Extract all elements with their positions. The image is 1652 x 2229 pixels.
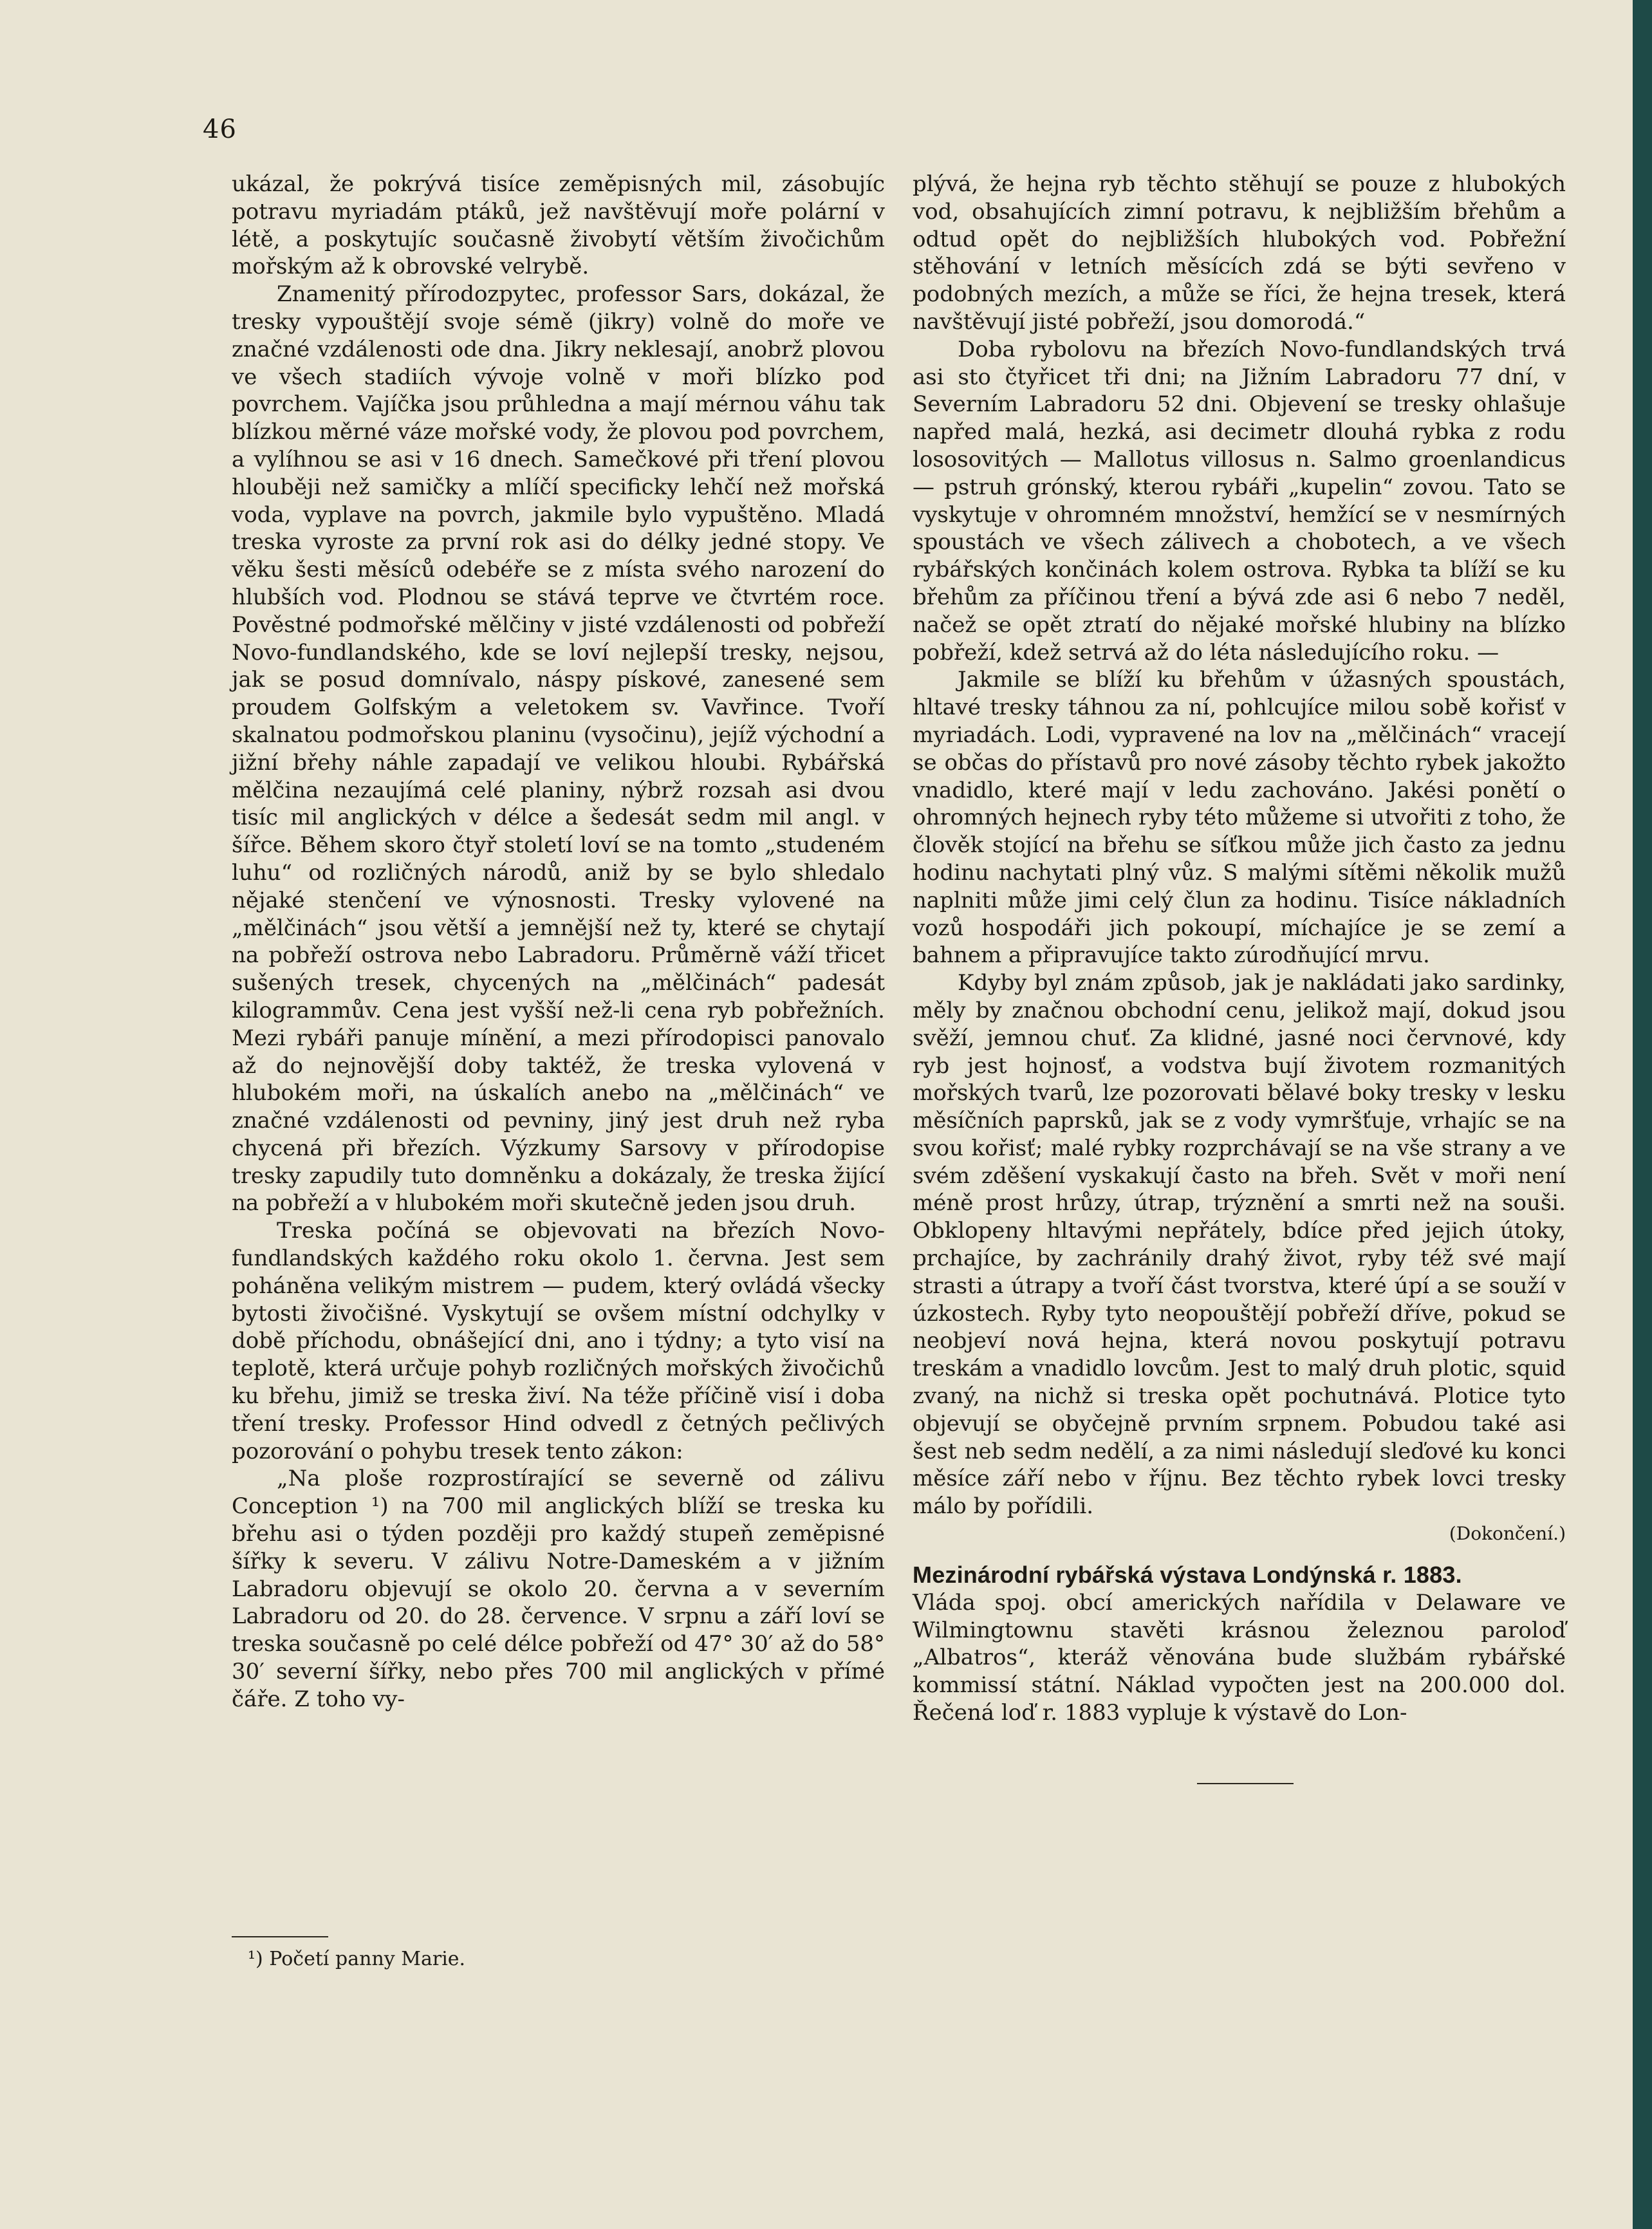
page-edge-band — [1633, 0, 1652, 2229]
paragraph: Doba rybolovu na březích Novo-fundlandských trvá asi sto čtyřicet tři dni; na Jižním Labradoru 77 dní, v Severním Labradoru 52 dni. Objevení se tresky ohlašuje napřed malá, hezká, asi decimetr dlouhá rybka z rodu lososovitých — Mallotus villosus n. Salmo groenlandicus — pstruh grónský, kterou rybáři „kupelin“ zovou. Tato se vyskytuje v ohromném množství, hemžící se v nesmírných spoustách ve všech zálivech a chobotech, a ve všech rybářských končinách kolem ostrova. Rybka ta blíží se ku břehům za příčinou tření a bývá zde asi 6 nebo 7 neděl, načež se opět ztratí do nějaké mořské hlubiny na blízko pobřeží, kdež setrvá až do léta následujícího roku. — — [913, 336, 1566, 666]
section-divider — [1197, 1783, 1294, 1784]
paragraph: ukázal, že pokrývá tisíce zeměpisných mil, zásobujíc potravu myriadám ptáků, jež navštěvují moře polární v létě, a poskytujíc současně živobytí větším živočichům mořským až k obrovské velrybě. — [232, 171, 885, 280]
paragraph: plývá, že hejna ryb těchto stěhují se pouze z hlubokých vod, obsahujících zimní potravu, k nejbližším břehům a odtud opět do nejbližších hlubokých vod. Pobřežní stěhování v letních měsících zdá se býti sevřeno v podobných mezích, a může se říci, že hejna tresek, která navštěvují jisté pobřeží, jsou domorodá.“ — [913, 171, 1566, 335]
section-heading: Mezinárodní rybářská výstava Londýnská r. 1883. — [913, 1562, 1462, 1589]
paragraph: Treska počíná se objevovati na březích Novo-fundlandských každého roku okolo 1. června. Jest sem poháněna velikým mistrem — pudem, který ovládá všecky bytosti živočišné. Vyskytují se ovšem místní odchylky v době příchodu, obnášející dni, ano i týdny; a tyto visí na teplotě, která určuje pohyb rozličných mořských živočichů ku břehu, jimiž se treska živí. Na téže příčině visí i doba tření tresky. Professor Hind odvedl z četných pečlivých pozorování o pohybu tresek tento zákon: — [232, 1218, 885, 1464]
paragraph: Kdyby byl znám způsob, jak je nakládati jako sardinky, měly by značnou obchodní cenu, jelikož mají, dokud jsou svěží, jemnou chuť. Za klidné, jasné noci červnové, kdy ryb jest hojnosť, a vodstva bují životem rozmanitých mořských tvarů, lze pozorovati bělavé boky tresky v lesku měsíčních paprsků, jak se z vody vymršťuje, vrhajíc se na svou kořisť; malé rybky rozprchávají se na vše strany a ve svém zděšení vyskakují často na břeh. Svět v moři není méně prost hrůzy, útrap, trýznění a smrti než na souši. Obklopeny hltavými nepřátely, bdíce před jejich útoky, prchajíce, by zachránily drahý život, ryby též své mají strasti a útrapy a tvoří část tvorstva, které úpí a se souží v úzkostech. Ryby tyto neopouštějí pobřeží dříve, pokud se neobjeví nová hejna, která novou poskytují potravu treskám a vnadidlo lovcům. Jest to malý druh plotic, squid zvaný, na nichž si treska opět pochutnává. Plotice tyto objevují se obyčejně prvním srpnem. Pobudou také asi šest neb sedm nedělí, a za nimi následují sleďové ku konci měsíce září nebo v říjnu. Bez těchto rybek lovci tresky málo by pořídili. — [913, 970, 1566, 1520]
footnote: ¹) Početí panny Marie. — [248, 1948, 466, 1970]
paragraph: Znamenitý přírodozpytec, professor Sars, dokázal, že tresky vypouštějí svoje sémě (jikry) volně do moře ve značné vzdálenosti ode dna. Jikry neklesají, anobrž plovou ve všech stadiích vývoje volně v moři blízko pod povrchem. Vajíčka jsou průhledna a mají mérnou váhu tak blízkou měrné váze mořské vody, že plovou pod povrchem, a vylíhnou se asi v 16 dnech. Samečkové při tření plovou hlouběji než samičky a mlíčí specificky lehčí než mořská voda, vyplave na povrch, jakmile bylo vypuštěno. Mladá treska vyroste za první rok asi do délky jedné stopy. Ve věku šesti měsíců odebéře se z místa svého narození do hlubších vod. Plodnou se stává teprve ve čtvrtém roce. Pověstné podmořské mělčiny v jisté vzdálenosti od pobřeží Novo-fundlandského, kde se loví nejlepší tresky, nejsou, jak se posud domnívalo, náspy pískové, zanesené sem proudem Golfským a veletokem sv. Vavřince. Tvoří skalnatou podmořskou planinu (vysočinu), jejíž východní a jižní břehy náhle zapadají ve velikou hloubi. Rybářská mělčina nezaujímá celé planiny, nýbrž rozsah asi dvou tisíc mil anglických v délce a šedesát sedm mil angl. v šířce. Během skoro čtyř století loví se na tomto „studeném luhu“ od rozličných národů, aniž by se bylo shledalo nějaké stenčení ve výnosnosti. Tresky vylovené na „mělčinách“ jsou větší a jemnější než ty, které se chytají na pobřeží ostrova nebo Labradoru. Průměrně váží třicet sušených tresek, chycených na „mělčinách“ padesát kilogrammův. Cena jest vyšší než-li cena ryb pobřežních. Mezi rybáři panuje mínění, a mezi přírodopisci panovalo až do nejnovější doby taktéž, že treska vylovená v hlubokém moři, na úskalích anebo na „mělčinách“ ve značné vzdálenosti od pevniny, jiný jest druh než ryba chycená při březích. Výzkumy Sarsovy v přírodopise tresky zapudily tuto domněnku a dokázaly, že treska žijící na pobřeží a v hlubokém moři skutečně jeden jsou druh. — [232, 281, 885, 1217]
paragraph: „Na ploše rozprostírající se severně od zálivu Conception ¹) na 700 mil anglických blíží se treska ku břehu asi o týden později pro každý stupeň zeměpisné šířky k severu. V zálivu Notre-Dameském a v jižním Labradoru objevují se okolo 20. června a v severním Labradoru od 20. do 28. července. V srpnu a září loví se treska současně po celé délce pobřeží od 47° 30′ až do 58° 30′ severní šířky, nebo přes 700 mil anglických v přímé čáře. Z toho vy- — [232, 1466, 885, 1712]
section-body: Vláda spoj. obcí amerických nařídila v Delaware ve Wilmingtownu stavěti krásnou železnou paroloď „Albatros“, kteráž věnována bude službám rybářské kommissí státní. Náklad vypočten jest na 200.000 dol. Řečená loď r. 1883 vypluje k výstavě do Lon- — [913, 1589, 1566, 1726]
left-column — [232, 171, 885, 1713]
footnote-divider — [232, 1936, 328, 1937]
page-number: 46 — [203, 115, 237, 144]
paragraph: Jakmile se blíží ku břehům v úžasných spoustách, hltavé tresky táhnou za ní, pohlcujíce milou sobě kořisť v myriadách. Lodi, vypravené na lov na „mělčinách“ vracejí se občas do přístavů pro nové zásoby těchto rybek jakožto vnadidlo, které mají v ledu zachováno. Jakési ponětí o ohromných hejnech ryby této můžeme si utvořiti z toho, že člověk stojící na břehu se síťkou může jich často za jednu hodinu nachytati plný vůz. S malými sítěmi několik mužů naplniti může jimi celý člun za hodinu. Tisíce nákladních vozů hospodáři jich pokoupí, míchajíce je se zemí a bahnem a připravujíce takto zúrodňující mrvu. — [913, 667, 1566, 969]
continuation-note: (Dokončení.) — [1449, 1523, 1566, 1545]
right-column — [913, 171, 1566, 1727]
